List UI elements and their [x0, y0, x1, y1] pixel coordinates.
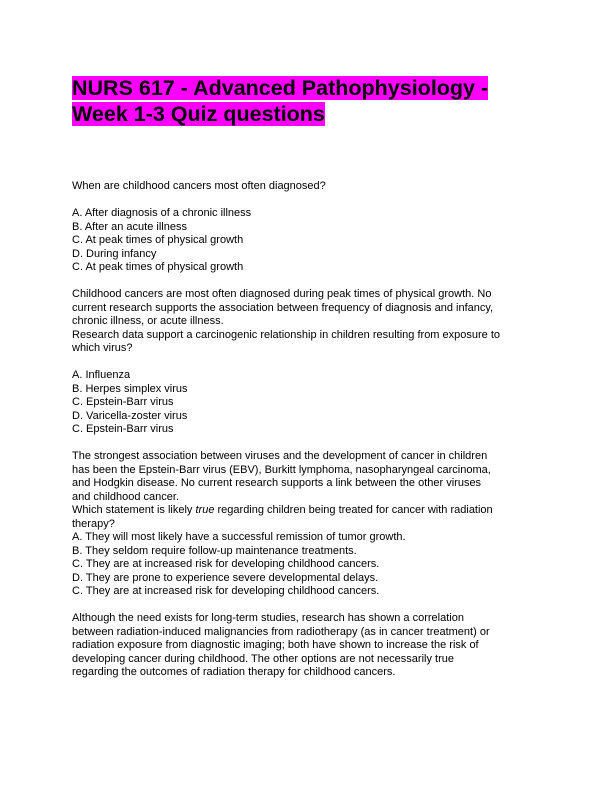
question-2-answer: C. Epstein-Barr virus	[72, 423, 174, 435]
question-3-explanation-line: Although the need exists for long-term studies, research has shown a correlation	[72, 612, 464, 624]
question-1-answer: C. At peak times of physical growth	[72, 261, 244, 273]
question-3-option-d: D. They are prone to experience severe developmental delays.	[72, 571, 379, 584]
question-2-text: Research data support a carcinogenic relationship in children resulting from exposure to	[72, 328, 501, 341]
question-2-option-b: B. Herpes simplex virus	[72, 382, 188, 395]
question-1-option-b: B. After an acute illness	[72, 220, 187, 233]
question-3-explanation-line: radiation exposure from diagnostic imaging; both have shown to increase the risk of	[72, 639, 479, 651]
title-line-1: NURS 617 - Advanced Pathophysiology -	[72, 76, 489, 100]
question-1-option-d: D. During infancy	[72, 247, 157, 260]
question-2-explanation-line: and childhood cancer.	[72, 490, 180, 503]
question-2-explanation-line: The strongest association between viruses and the development of cancer in children	[72, 450, 488, 462]
question-2-explanation-line: has been the Epstein-Barr virus (EBV), Burkitt lymphoma, nasopharyngeal carcinoma,	[72, 463, 491, 476]
spacer	[72, 275, 544, 289]
question-3-option-a: A. They will most likely have a successful remission of tumor growth.	[72, 531, 406, 543]
title-line-2: Week 1-3 Quiz questions	[72, 102, 325, 126]
question-3-option-c: C. They are at increased risk for developing childhood cancers.	[72, 558, 380, 570]
question-2-option-a: A. Influenza	[72, 369, 131, 381]
question-1-option-a: A. After diagnosis of a chronic illness	[72, 207, 252, 219]
question-3-emphasis: true	[195, 504, 215, 516]
question-3-text	[72, 504, 544, 518]
quiz-body	[72, 180, 544, 680]
question-3-answer: C. They are at increased risk for developing childhood cancers.	[72, 585, 380, 597]
spacer	[72, 356, 544, 370]
question-3-explanation-line: developing cancer during childhood. The other options are not necessarily true	[72, 652, 454, 665]
question-2-option-c: C. Epstein-Barr virus	[72, 396, 174, 408]
question-3-text-end: regarding children being treated for cancer with radiation	[214, 504, 493, 516]
question-1-option-c: C. At peak times of physical growth	[72, 234, 244, 246]
question-3-explanation-line: between radiation-induced malignancies from radiotherapy (as in cancer treatment) or	[72, 625, 490, 638]
question-3-text-line-2: therapy?	[72, 517, 115, 530]
question-2-option-d: D. Varicella-zoster virus	[72, 409, 188, 422]
question-3-text-start: Which statement is likely	[72, 504, 196, 516]
spacer	[72, 599, 544, 613]
spacer	[72, 437, 544, 451]
question-1-explanation-line: current research supports the association between frequency of diagnosis and infancy,	[72, 301, 494, 314]
question-1-text: When are childhood cancers most often diagnosed?	[72, 180, 326, 192]
question-1-explanation-line: Childhood cancers are most often diagnosed during peak times of physical growth. No	[72, 288, 492, 300]
question-2-text: which virus?	[72, 342, 133, 354]
question-3-option-b: B. They seldom require follow-up maintenance treatments.	[72, 544, 357, 557]
question-2-explanation-line: and Hodgkin disease. No current research supports a link between the other viruses	[72, 477, 482, 489]
spacer	[72, 194, 544, 208]
document-title	[72, 75, 552, 127]
question-3-explanation-line: regarding the outcomes of radiation therapy for childhood cancers.	[72, 666, 396, 678]
question-1-explanation-line: chronic illness, or acute illness.	[72, 315, 224, 327]
